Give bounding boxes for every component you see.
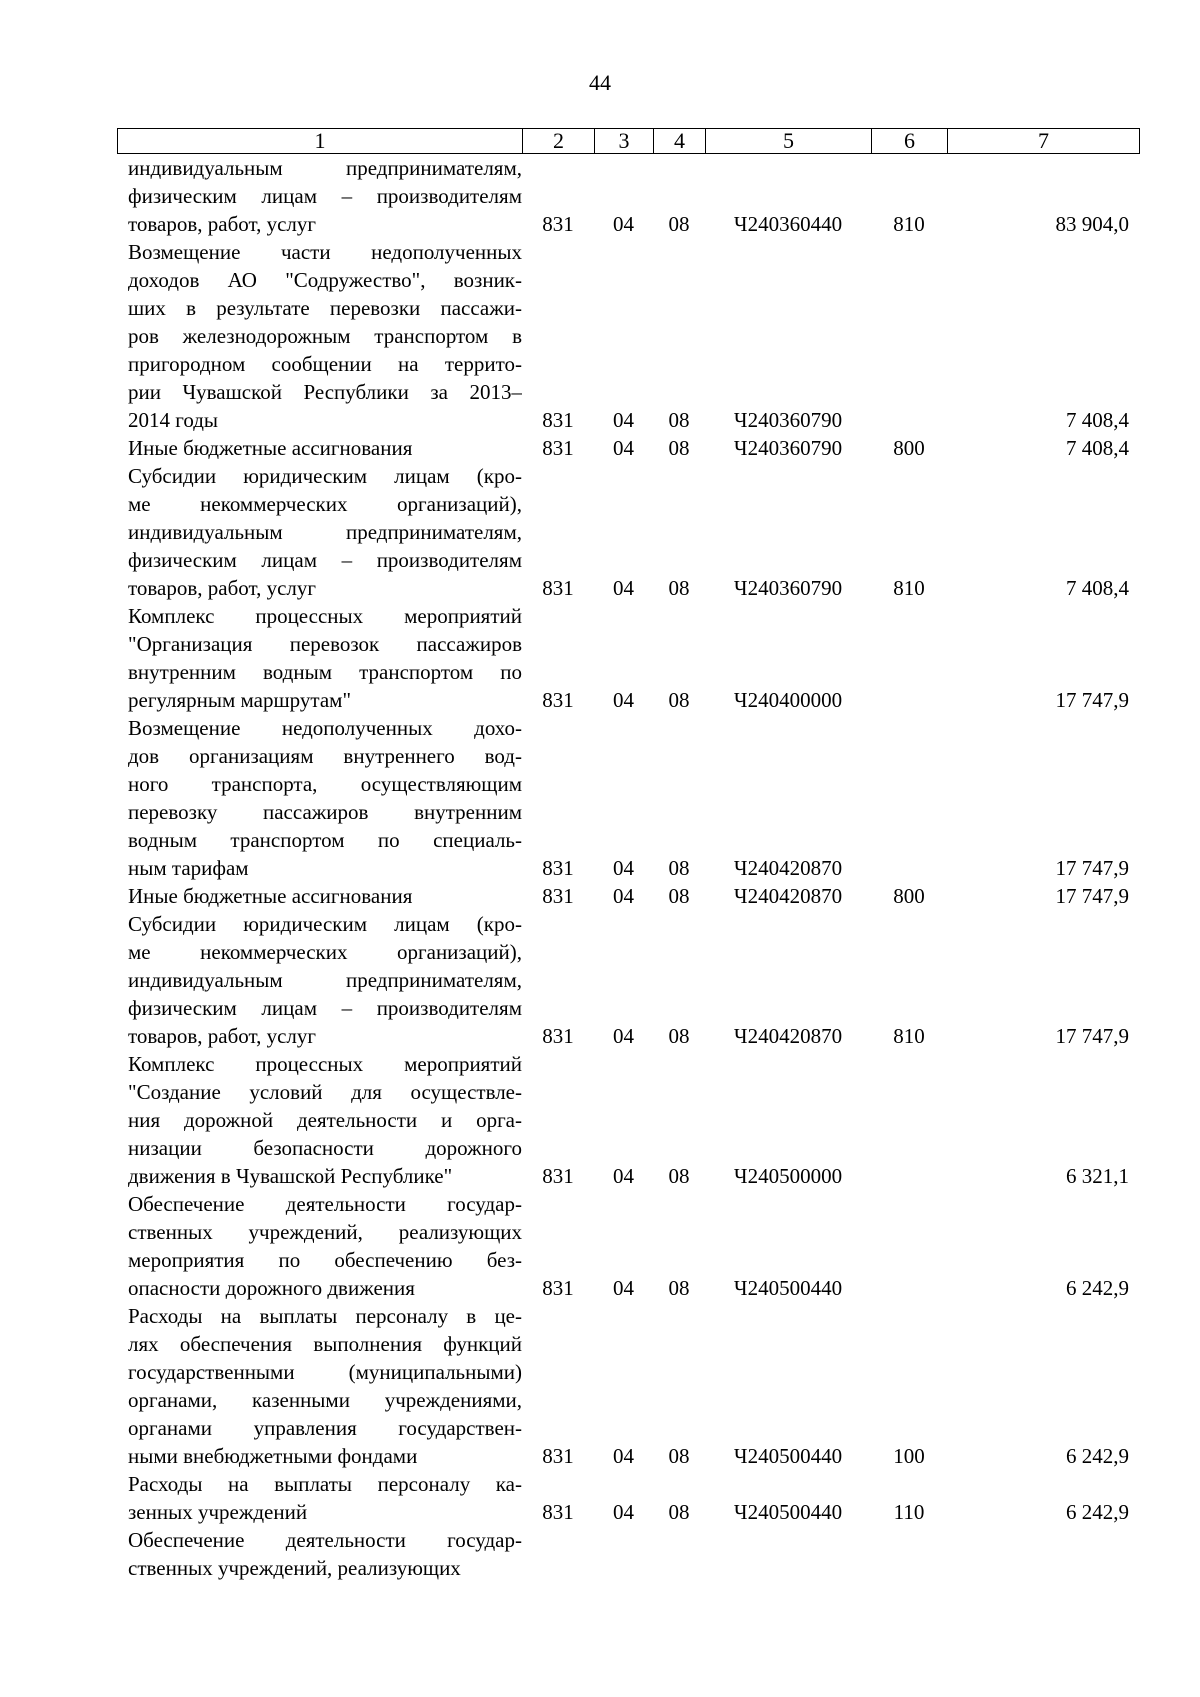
amount: 83 904,0: [1055, 212, 1129, 236]
table-row: [117, 154, 1139, 238]
description-line: ров железнодорожным транспортом в: [128, 324, 522, 348]
amount: 7 408,4: [1066, 408, 1129, 432]
description-line: ших в результате перевозки пассажи-: [128, 296, 522, 320]
description-line: доходов АО "Содружество", возник-: [128, 268, 522, 292]
row-description: [117, 1302, 522, 1470]
header-col-1: 1: [118, 129, 523, 154]
code-subsection: 08: [668, 408, 690, 432]
code-section: 04: [613, 436, 634, 460]
description-line: Обеспечение деятельности государ-: [128, 1528, 522, 1552]
amount: 7 408,4: [1066, 576, 1129, 600]
row-description: [117, 462, 522, 602]
description-line: ного транспорта, осуществляющим: [128, 772, 522, 796]
description-line: Иные бюджетные ассигнования: [128, 436, 413, 460]
code-subsection: 08: [668, 212, 690, 236]
description-line: ме некоммерческих организаций),: [128, 492, 522, 516]
code-ministry: 831: [542, 856, 574, 880]
code-target: Ч240420870: [733, 856, 843, 880]
row-description: [117, 1050, 522, 1190]
code-target: Ч240500440: [733, 1276, 843, 1300]
code-expense-type: 100: [893, 1444, 925, 1468]
page-number: 44: [589, 70, 611, 95]
code-target: Ч240420870: [733, 884, 843, 908]
description-line: Субсидии юридическим лицам (кро-: [128, 912, 522, 936]
description-line: ме некоммерческих организаций),: [128, 940, 522, 964]
description-line: индивидуальным предпринимателям,: [128, 156, 522, 180]
amount: 6 242,9: [1066, 1500, 1129, 1524]
description-line: физическим лицам – производителям: [128, 184, 522, 208]
amount: 6 242,9: [1066, 1276, 1129, 1300]
description-line: товаров, работ, услуг: [128, 212, 317, 236]
code-ministry: 831: [542, 436, 574, 460]
description-line: индивидуальным предпринимателям,: [128, 968, 522, 992]
code-subsection: 08: [668, 1444, 690, 1468]
description-line: водным транспортом по специаль-: [128, 828, 522, 852]
description-line: регулярным маршрутам": [128, 688, 352, 712]
header-col-4: 4: [654, 129, 706, 154]
table-row: [117, 882, 1139, 910]
code-section: 04: [613, 1164, 634, 1188]
description-line: внутренним водным транспортом по: [128, 660, 522, 684]
code-subsection: 08: [668, 688, 690, 712]
code-subsection: 08: [668, 884, 690, 908]
code-ministry: 831: [542, 212, 574, 236]
description-line: Комплекс процессных мероприятий: [128, 604, 522, 628]
code-expense-type: 800: [893, 436, 925, 460]
code-section: 04: [613, 1024, 634, 1048]
description-line: государственными (муниципальными): [128, 1360, 522, 1384]
code-ministry: 831: [542, 884, 574, 908]
table-row: [117, 714, 1139, 882]
description-line: Комплекс процессных мероприятий: [128, 1052, 522, 1076]
description-line: Иные бюджетные ассигнования: [128, 884, 413, 908]
header-col-2: 2: [523, 129, 595, 154]
code-ministry: 831: [542, 408, 574, 432]
code-section: 04: [613, 576, 634, 600]
code-target: Ч240360790: [733, 408, 843, 432]
row-description: [117, 238, 522, 434]
description-line: Расходы на выплаты персоналу ка-: [128, 1472, 522, 1496]
table-row: [117, 1302, 1139, 1470]
code-section: 04: [613, 884, 634, 908]
table-row: [117, 1050, 1139, 1190]
header-col-5: 5: [706, 129, 872, 154]
code-section: 04: [613, 688, 634, 712]
table-row: [117, 1470, 1139, 1526]
code-section: 04: [613, 1500, 634, 1524]
code-ministry: 831: [542, 1164, 574, 1188]
description-line: товаров, работ, услуг: [128, 1024, 317, 1048]
code-section: 04: [613, 408, 634, 432]
code-section: 04: [613, 1444, 634, 1468]
code-ministry: 831: [542, 576, 574, 600]
table-row: [117, 238, 1139, 434]
table-row: [117, 1526, 1139, 1582]
amount: 6 242,9: [1066, 1444, 1129, 1468]
description-line: низации безопасности дорожного: [128, 1136, 522, 1160]
code-subsection: 08: [668, 1276, 690, 1300]
amount: 7 408,4: [1066, 436, 1129, 460]
table-row: [117, 462, 1139, 602]
amount: 17 747,9: [1055, 856, 1129, 880]
description-line: дов организациям внутреннего вод-: [128, 744, 522, 768]
row-description: [117, 602, 522, 714]
description-line: "Создание условий для осуществле-: [128, 1080, 522, 1104]
description-line: ния дорожной деятельности и орга-: [128, 1108, 522, 1132]
code-expense-type: 800: [893, 884, 925, 908]
code-expense-type: 810: [893, 212, 925, 236]
amount: 17 747,9: [1055, 1024, 1129, 1048]
description-line: Возмещение недополученных дохо-: [128, 716, 522, 740]
row-description: [117, 882, 522, 910]
table-body: [117, 154, 1139, 1582]
table-row: [117, 1190, 1139, 1302]
code-ministry: 831: [542, 1024, 574, 1048]
description-line: "Организация перевозок пассажиров: [128, 632, 522, 656]
description-line: движения в Чувашской Республике": [128, 1164, 453, 1188]
code-ministry: 831: [542, 688, 574, 712]
code-subsection: 08: [668, 1500, 690, 1524]
code-target: Ч240420870: [733, 1024, 843, 1048]
description-line: индивидуальным предпринимателям,: [128, 520, 522, 544]
description-line: физическим лицам – производителям: [128, 548, 522, 572]
table-row: [117, 910, 1139, 1050]
code-subsection: 08: [668, 1024, 690, 1048]
table-header: [117, 128, 1140, 154]
description-line: товаров, работ, услуг: [128, 576, 317, 600]
description-line: ственных учреждений, реализующих: [128, 1556, 461, 1580]
description-line: опасности дорожного движения: [128, 1276, 415, 1300]
code-expense-type: 810: [893, 576, 925, 600]
row-description: [117, 434, 522, 462]
code-section: 04: [613, 212, 634, 236]
description-line: пригородном сообщении на террито-: [128, 352, 522, 376]
code-section: 04: [613, 856, 634, 880]
description-line: ственных учреждений, реализующих: [128, 1220, 522, 1244]
code-target: Ч240500440: [733, 1500, 843, 1524]
code-subsection: 08: [668, 576, 690, 600]
code-ministry: 831: [542, 1276, 574, 1300]
description-line: 2014 годы: [128, 408, 219, 432]
description-line: перевозку пассажиров внутренним: [128, 800, 522, 824]
code-section: 04: [613, 1276, 634, 1300]
description-line: органами управления государствен-: [128, 1416, 522, 1440]
row-description: [117, 714, 522, 882]
code-target: Ч240400000: [733, 688, 843, 712]
description-line: ными внебюджетными фондами: [128, 1444, 418, 1468]
header-col-6: 6: [872, 129, 948, 154]
description-line: зенных учреждений: [128, 1500, 308, 1524]
description-line: Расходы на выплаты персоналу в це-: [128, 1304, 522, 1328]
code-subsection: 08: [668, 856, 690, 880]
amount: 17 747,9: [1055, 884, 1129, 908]
code-ministry: 831: [542, 1444, 574, 1468]
code-target: Ч240360790: [733, 576, 843, 600]
code-subsection: 08: [668, 436, 690, 460]
row-description: [117, 1470, 522, 1526]
code-expense-type: 810: [893, 1024, 925, 1048]
description-line: органами, казенными учреждениями,: [128, 1388, 522, 1412]
row-description: [117, 154, 522, 238]
table-row: [117, 602, 1139, 714]
amount: 6 321,1: [1066, 1164, 1129, 1188]
code-subsection: 08: [668, 1164, 690, 1188]
code-target: Ч240500440: [733, 1444, 843, 1468]
header-col-3: 3: [595, 129, 654, 154]
row-description: [117, 1190, 522, 1302]
code-target: Ч240500000: [733, 1164, 843, 1188]
amount: 17 747,9: [1055, 688, 1129, 712]
code-expense-type: 110: [893, 1500, 925, 1524]
description-line: Возмещение части недополученных: [128, 240, 522, 264]
code-ministry: 831: [542, 1500, 574, 1524]
header-col-7: 7: [948, 129, 1140, 154]
code-target: Ч240360440: [733, 212, 843, 236]
description-line: ным тарифам: [128, 856, 249, 880]
description-line: мероприятия по обеспечению без-: [128, 1248, 522, 1272]
description-line: Субсидии юридическим лицам (кро-: [128, 464, 522, 488]
description-line: лях обеспечения выполнения функций: [128, 1332, 522, 1356]
row-description: [117, 1526, 522, 1582]
description-line: рии Чувашской Республики за 2013–: [128, 380, 522, 404]
description-line: физическим лицам – производителям: [128, 996, 522, 1020]
table-row: [117, 434, 1139, 462]
code-target: Ч240360790: [733, 436, 843, 460]
row-description: [117, 910, 522, 1050]
description-line: Обеспечение деятельности государ-: [128, 1192, 522, 1216]
